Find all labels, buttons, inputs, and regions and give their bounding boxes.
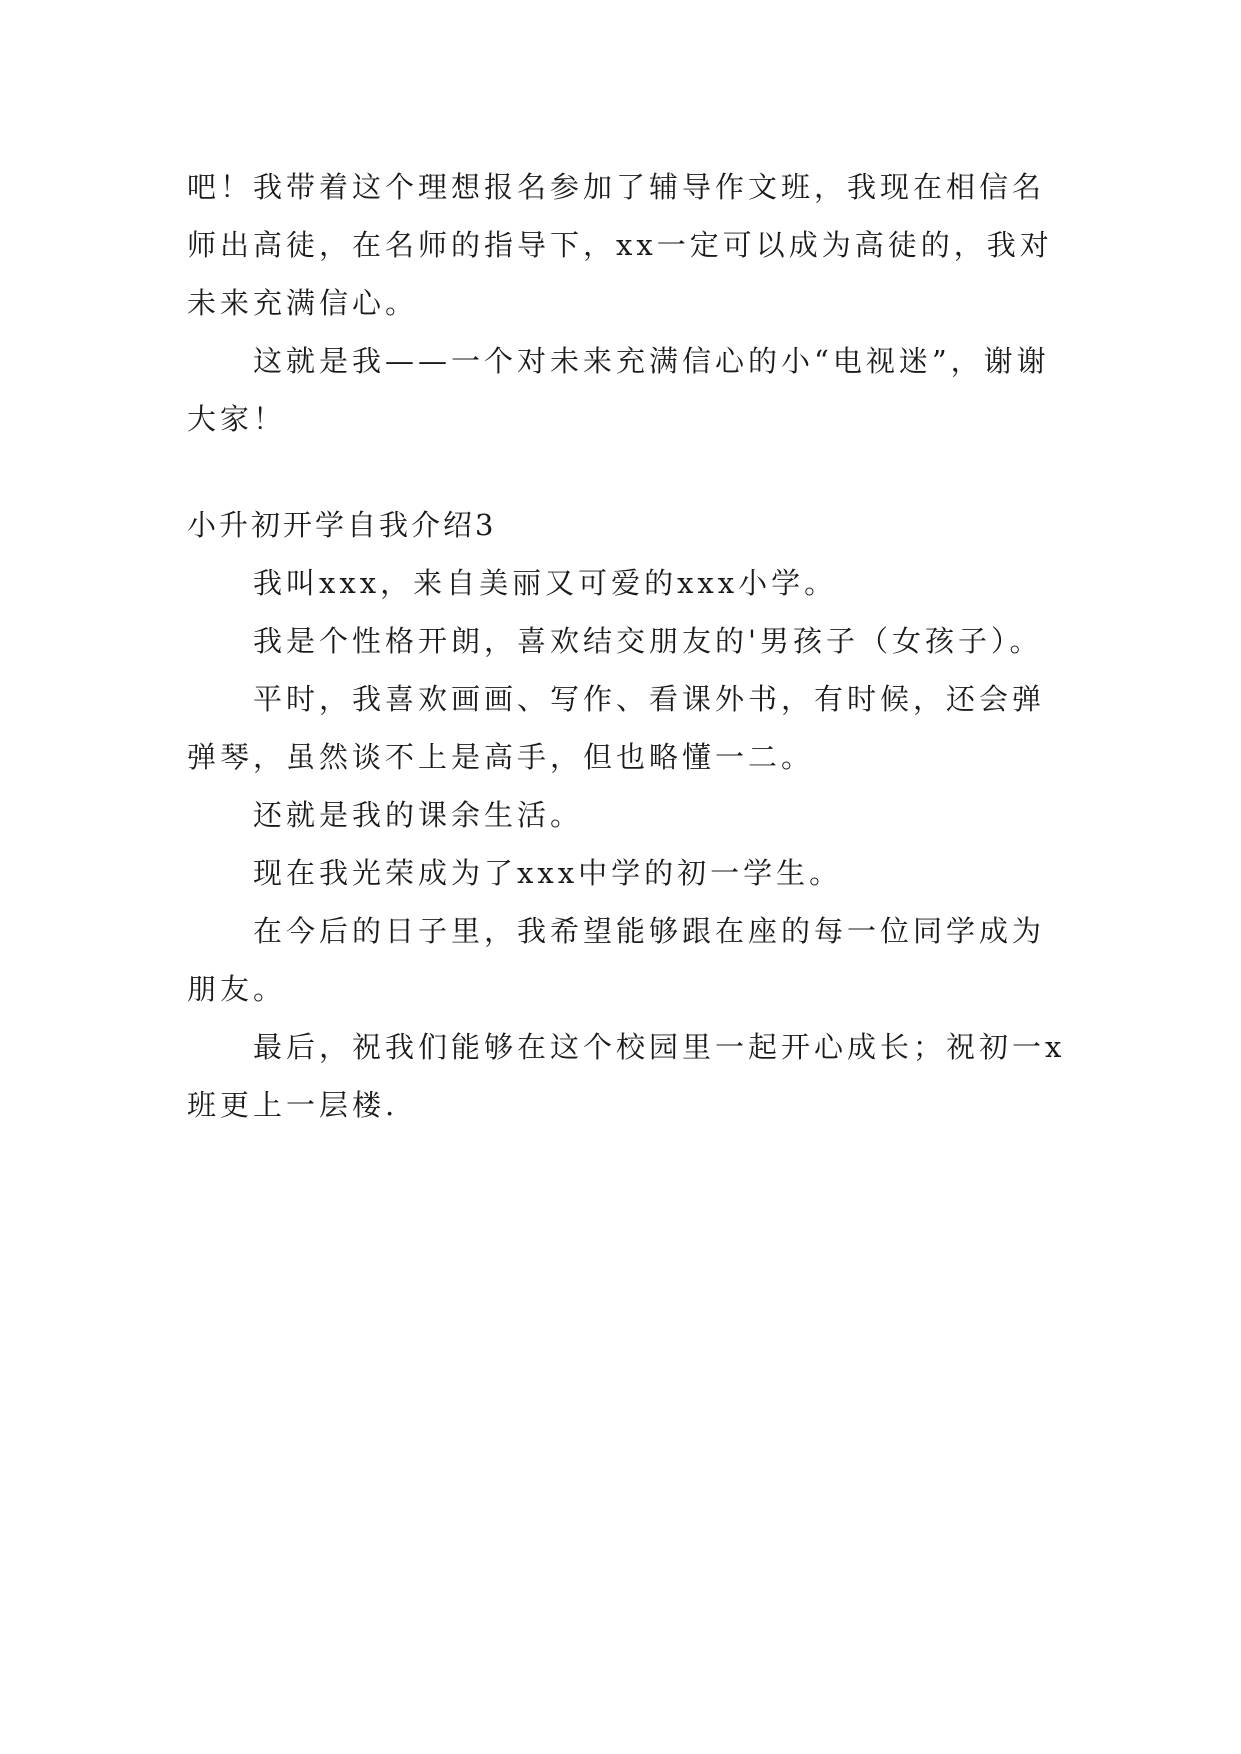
paragraph: 还就是我的课余生活。 [253,798,584,832]
paragraph: 现在我光荣成为了xxx中学的初一学生。 [253,856,843,890]
paragraph: 平时，我喜欢画画、写作、看课外书，有时候，还会弹弹琴，虽然谈不上是高手，但也略懂一二。 [187,682,1046,774]
paragraph: 我是个性格开朗，喜欢结交朋友的'男孩子（女孩子）。 [253,624,1043,658]
paragraph-continuation: 吧！我带着这个理想报名参加了辅导作文班，我现在相信名师出高徒，在名师的指导下，xx一定可以成为高徒的，我对未来充满信心。 [187,170,1053,320]
section-gap [187,448,1067,496]
document-body [187,158,1067,1134]
paragraph: 我叫xxx，来自美丽又可爱的xxx小学。 [253,566,838,600]
section-title: 小升初开学自我介绍3 [187,508,497,542]
paragraph-closing: 这就是我——一个对未来充满信心的小“电视迷”，谢谢大家！ [187,344,1050,436]
paragraph: 在今后的日子里，我希望能够跟在座的每一位同学成为朋友。 [187,914,1046,1006]
paragraph: 最后，祝我们能够在这个校园里一起开心成长；祝初一x班更上一层楼. [187,1030,1066,1122]
